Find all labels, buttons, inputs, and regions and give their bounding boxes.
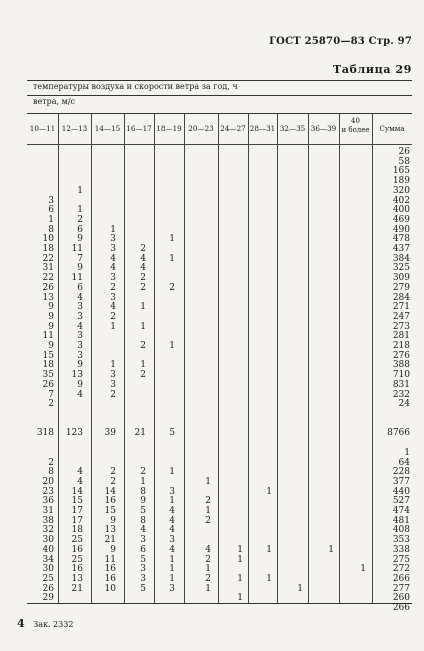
column-values: 1 [328,544,334,555]
page-header: ГОСТ 25870—83 Стр. 97 [269,36,412,47]
column-values: 1 1 1 [266,486,272,584]
column-values: 26 58 165 189 320 402 400 469 490 478 437 384 325 309 279 284 271 247 273 281 218 276 388 710 831 232 24 8766 1 64 228 377 440 527 474 481 408 353 338 275 272 266 277 260 266 [387,147,410,614]
column-header: 36—39 [310,124,337,133]
column-header: 16—17 [126,124,152,133]
column-values: 1 [360,564,366,575]
column-values: 1 1 1 1 [237,544,243,604]
rule-mid [27,95,412,96]
column-values: 1 2 1 2 4 2 1 2 1 [205,476,211,594]
column-values: 1 [297,583,303,594]
column-header: 24—27 [220,124,246,133]
table-title: Таблица 29 [333,63,412,76]
page-footer [17,617,73,630]
column-header: 40 и более [341,117,370,134]
page-number: 4 [17,617,25,630]
column-values: 3 6 1 8 10 18 22 31 22 26 13 9 9 9 11 9 15 18 35 26 7 2 318 2 8 20 23 36 31 38 32 30 40 34 30 25 26 29 [36,195,54,604]
caption-line-1: температуры воздуха и скорости ветра за год, ч [33,82,238,91]
column-header: 20—23 [188,124,214,133]
column-values: 2 4 4 2 2 1 1 2 1 2 21 2 1 8 9 5 8 4 3 6 5 3 3 5 [134,244,146,594]
rule-top [27,80,412,81]
column-values: 1 3 3 4 4 3 2 3 4 2 1 1 3 3 2 39 2 2 14 16 15 9 13 21 9 11 16 16 10 [104,224,116,594]
column-header: 18—19 [156,124,182,133]
data-table [27,113,412,614]
column-header: Сумма [379,124,405,133]
column-header: 14—15 [94,124,121,133]
column-header: 12—13 [61,124,88,133]
order-number: Зак. 2332 [33,620,74,629]
column-values: 1 1 2 1 5 1 3 1 4 4 4 3 4 1 1 1 3 [169,234,175,594]
column-header: 32—35 [279,124,306,133]
header-separator [27,144,412,145]
caption-line-2: ветра, м/с [33,97,76,106]
column-values: 1 1 2 6 9 11 7 9 11 6 4 3 3 4 3 3 3 9 13 9 4 123 4 4 14 15 17 17 18 25 16 25 16 13 21 [65,185,83,594]
column-header: 10—11 [29,124,56,133]
column-header: 28—31 [249,124,276,133]
